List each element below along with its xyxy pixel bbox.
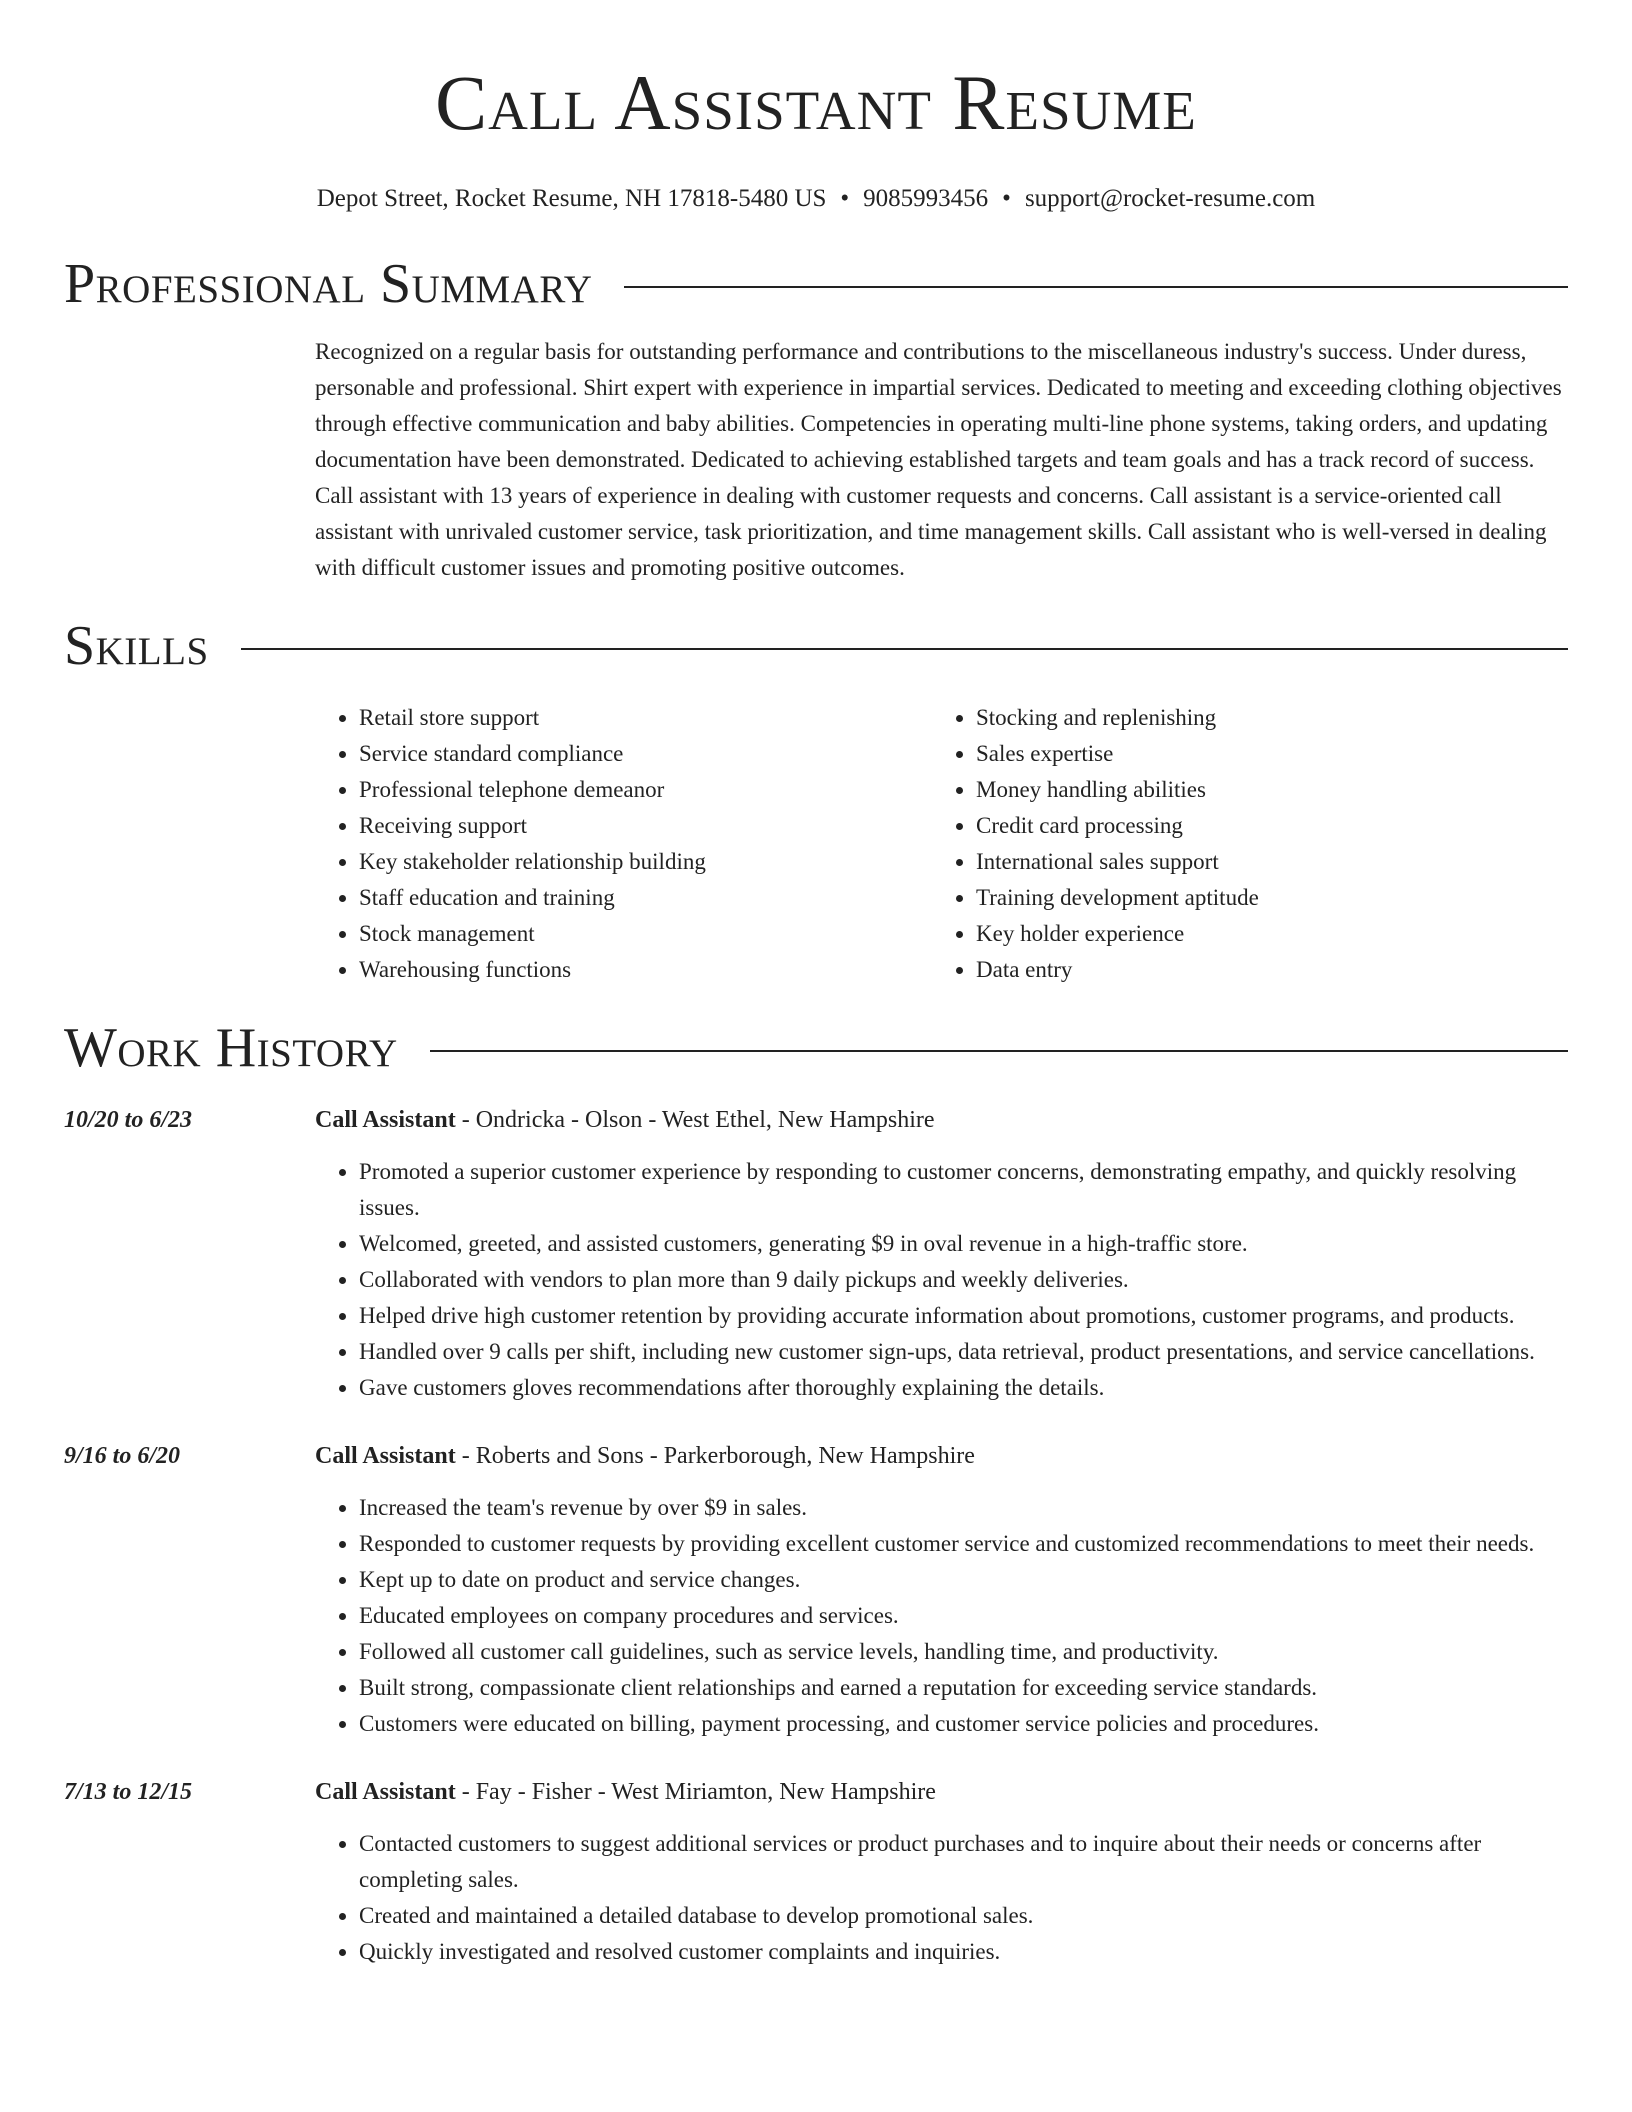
job-dates: 9/16 to 6/20 [64, 1443, 181, 1469]
summary-heading: Professional Summary [64, 253, 593, 315]
section-divider [430, 1050, 1568, 1052]
job-employer: - Ondricka - Olson - West Ethel, New Hampshire [455, 1107, 935, 1133]
summary-text: Recognized on a regular basis for outstanding performance and contributions to the miscellaneous industry's success. Under duress, personable and professional. Shirt expert with experience in impartial services. Dedicated to meeting and exceeding clothing objectives through effective communication and baby abilities. Competencies in operating multi-line phone systems, taking orders, and updating documentation have been demonstrated. Dedicated to achieving established targets and team goals and has a track record of success. Call assistant with 13 years of experience in dealing with customer requests and concerns. Call assistant is a service-oriented call assistant with unrivaled customer service, task prioritization, and time management skills. Call assistant who is well-versed in dealing with difficult customer issues and promoting positive outcomes. [315, 339, 1562, 580]
section-divider [624, 286, 1568, 288]
resume-page [64, 0, 1568, 1970]
skill-item: • Service standard compliance [359, 736, 932, 772]
job-bullet: • Kept up to date on product and service changes. [359, 1562, 1568, 1598]
job-header [315, 1774, 1568, 1810]
job-entry [64, 1438, 1568, 1742]
job-entry [64, 1102, 1568, 1406]
job-details [315, 1774, 1568, 1970]
job-bullet: • Collaborated with vendors to plan more than 9 daily pickups and weekly deliveries. [359, 1262, 1568, 1298]
skill-item: • International sales support [976, 844, 1568, 880]
job-bullets [315, 1826, 1568, 1970]
job-bullet: • Promoted a superior customer experience by responding to customer concerns, demonstrating empathy, and quickly resolving issues. [359, 1154, 1568, 1226]
job-title: Call Assistant [315, 1443, 456, 1469]
skill-item: • Staff education and training [359, 880, 932, 916]
job-bullet: • Created and maintained a detailed database to develop promotional sales. [359, 1898, 1568, 1934]
skill-item: • Training development aptitude [976, 880, 1568, 916]
skill-item: • Stock management [359, 916, 932, 952]
skill-item: • Stocking and replenishing [976, 700, 1568, 736]
job-entry [64, 1774, 1568, 1970]
skill-item: • Credit card processing [976, 808, 1568, 844]
job-bullet: • Handled over 9 calls per shift, including new customer sign-ups, data retrieval, product presentations, and service cancellations. [359, 1334, 1568, 1370]
job-dates: 7/13 to 12/15 [64, 1779, 193, 1805]
skill-item: • Retail store support [359, 700, 932, 736]
skill-item: • Key holder experience [976, 916, 1568, 952]
contact-address: Depot Street, Rocket Resume, NH 17818-5480 US [316, 185, 827, 212]
skills-column-left [315, 700, 932, 988]
summary-section-heading [64, 252, 1568, 316]
skills-section-heading [64, 614, 1568, 678]
job-bullet: • Educated employees on company procedures and services. [359, 1598, 1568, 1634]
skills-heading: Skills [64, 615, 209, 677]
contact-phone: 9085993456 [863, 185, 989, 212]
skill-item: • Receiving support [359, 808, 932, 844]
job-details [315, 1102, 1568, 1406]
job-details [315, 1438, 1568, 1742]
job-bullet: • Increased the team's revenue by over $9 in sales. [359, 1490, 1568, 1526]
skill-item: • Professional telephone demeanor [359, 772, 932, 808]
job-employer: - Roberts and Sons - Parkerborough, New Hampshire [455, 1443, 975, 1469]
job-title: Call Assistant [315, 1779, 456, 1805]
skills-list [315, 700, 1568, 988]
job-header [315, 1102, 1568, 1138]
job-bullet: • Responded to customer requests by providing excellent customer service and customized recommendations to meet their needs. [359, 1526, 1568, 1562]
job-bullet: • Followed all customer call guidelines, such as service levels, handling time, and productivity. [359, 1634, 1568, 1670]
job-bullets [315, 1154, 1568, 1406]
skill-item: • Warehousing functions [359, 952, 932, 988]
work-heading: Work History [64, 1017, 398, 1079]
contact-separator: • [840, 185, 850, 212]
skill-item: • Money handling abilities [976, 772, 1568, 808]
work-section-heading [64, 1016, 1568, 1080]
page-title: Call Assistant Resume [435, 59, 1197, 146]
job-employer: - Fay - Fisher - West Miriamton, New Hampshire [455, 1779, 936, 1805]
job-title: Call Assistant [315, 1107, 456, 1133]
job-bullet: • Quickly investigated and resolved customer complaints and inquiries. [359, 1934, 1568, 1970]
job-dates: 10/20 to 6/23 [64, 1107, 193, 1133]
contact-email: support@rocket-resume.com [1024, 185, 1316, 212]
job-bullet: • Customers were educated on billing, payment processing, and customer service policies and procedures. [359, 1706, 1568, 1742]
skills-column-right [932, 700, 1568, 988]
job-bullet: • Contacted customers to suggest additional services or product purchases and to inquire about their needs or concerns after completing sales. [359, 1826, 1568, 1898]
job-bullet: • Helped drive high customer retention by providing accurate information about promotions, customer programs, and products. [359, 1298, 1568, 1334]
skill-item: • Sales expertise [976, 736, 1568, 772]
section-divider [241, 648, 1568, 650]
job-header [315, 1438, 1568, 1474]
job-bullet: • Built strong, compassionate client relationships and earned a reputation for exceeding service standards. [359, 1670, 1568, 1706]
contact-separator: • [1002, 185, 1011, 212]
job-bullet: • Welcomed, greeted, and assisted customers, generating $9 in oval revenue in a high-traffic store. [359, 1226, 1568, 1262]
skill-item: • Data entry [976, 952, 1568, 988]
job-bullets [315, 1490, 1568, 1742]
skill-item: • Key stakeholder relationship building [359, 844, 932, 880]
contact-line [64, 184, 1568, 214]
job-bullet: • Gave customers gloves recommendations after thoroughly explaining the details. [359, 1370, 1568, 1406]
